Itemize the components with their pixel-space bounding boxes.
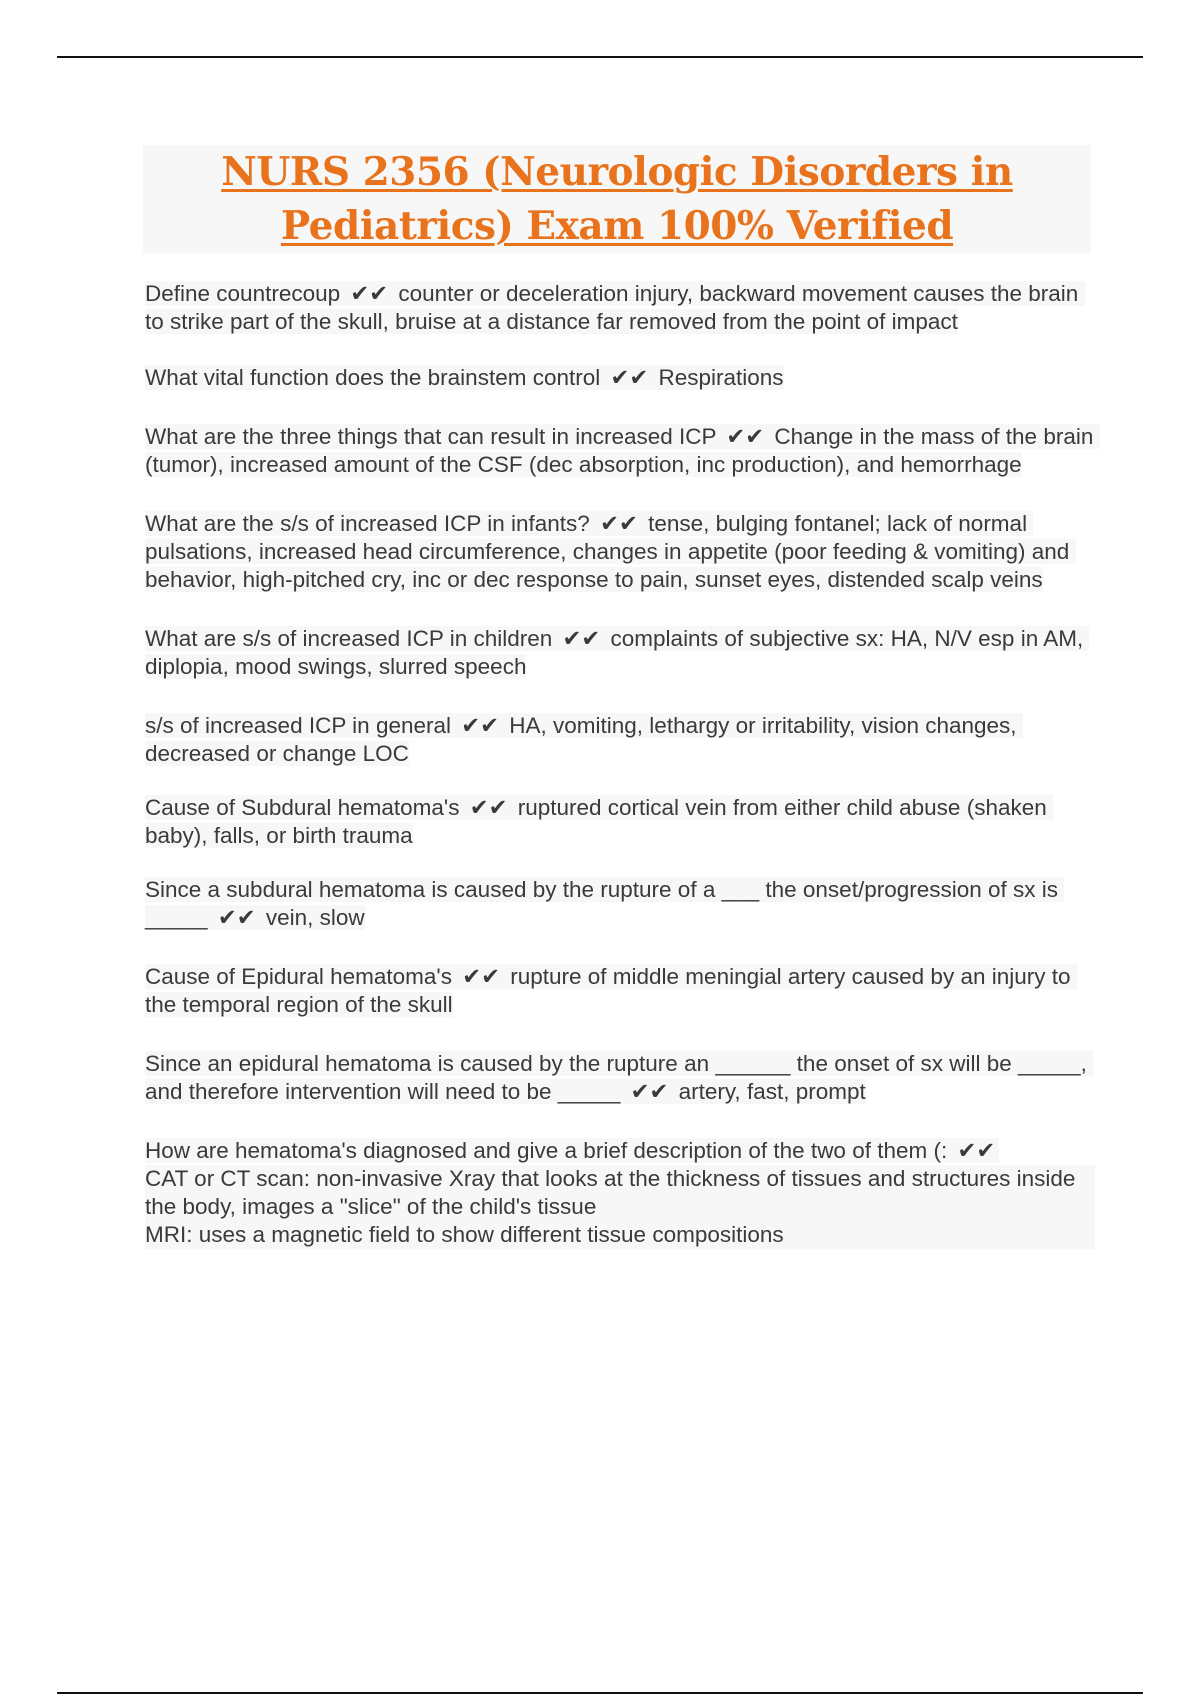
qa-item <box>145 963 1095 1019</box>
answer-text: Respirations <box>658 365 784 390</box>
check-mark-icon: ✔✔ <box>462 964 500 990</box>
top-rule <box>57 56 1143 58</box>
question-text: Since a subdural hematoma is caused by the rupture of a ___ the onset/progression of sx is _____ <box>145 877 1065 930</box>
qa-item <box>145 510 1095 594</box>
qa-item <box>145 794 1095 850</box>
check-mark-icon: ✔✔ <box>217 905 256 931</box>
qa-item <box>145 364 1095 392</box>
answer-text: counter or deceleration injury, backward movement causes the brain to strike part of the skull, bruise at a distance far removed from the point of impact <box>145 281 1085 334</box>
question-text: How are hematoma's diagnosed and give a brief description of the two of them (: <box>145 1138 948 1163</box>
question-text: What are the three things that can result in increased ICP <box>145 424 717 449</box>
qa-item <box>145 423 1100 479</box>
qa-item <box>145 1050 1095 1106</box>
check-mark-icon: ✔✔ <box>469 795 508 821</box>
check-mark-icon: ✔✔ <box>610 365 649 391</box>
answer-text: ruptured cortical vein from either child abuse (shaken baby), falls, or birth trauma <box>145 795 1054 848</box>
bottom-rule <box>57 1692 1143 1694</box>
answer-text: tense, bulging fontanel; lack of normal pulsations, increased head circumference, changes in appetite (poor feeding & vomiting) and behavior, high-pitched cry, inc or dec response to pain, sunset eyes, distended scalp veins <box>145 511 1076 592</box>
title-banner <box>143 145 1091 253</box>
answer-text: Change in the mass of the brain (tumor), increased amount of the CSF (dec absorption, inc production), and hemorrhage <box>145 424 1100 477</box>
answer-text: artery, fast, prompt <box>678 1079 866 1104</box>
question-text: s/s of increased ICP in general <box>145 713 452 738</box>
question-text: What are s/s of increased ICP in children <box>145 626 553 651</box>
question-text: Define countrecoup <box>145 281 341 306</box>
check-mark-icon: ✔✔ <box>562 626 601 652</box>
qa-item <box>145 625 1095 681</box>
question-text: Cause of Epidural hematoma's <box>145 964 452 989</box>
qa-item <box>145 712 1095 768</box>
question-text: Cause of Subdural hematoma's <box>145 795 460 820</box>
check-mark-icon: ✔✔ <box>350 281 389 307</box>
check-mark-icon: ✔✔ <box>461 713 499 739</box>
qa-item <box>145 1137 1095 1249</box>
answer-text: HA, vomiting, lethargy or irritability, vision changes, decreased or change LOC <box>145 713 1023 766</box>
answer-text: rupture of middle meningial artery caused by an injury to the temporal region of the skull <box>145 964 1077 1017</box>
question-text: Since an epidural hematoma is caused by the rupture an ______ the onset of sx will be _____, and therefore intervention will need to be _____ <box>145 1051 1094 1104</box>
answer-text-line: CAT or CT scan: non-invasive Xray that looks at the thickness of tissues and structures inside the body, images a "slice" of the child's tissue <box>145 1165 1095 1221</box>
check-mark-icon: ✔✔ <box>600 511 638 537</box>
check-mark-icon: ✔✔ <box>726 424 765 450</box>
qa-item <box>145 280 1095 336</box>
check-mark-icon: ✔✔ <box>630 1079 669 1105</box>
question-text: What are the s/s of increased ICP in infants? <box>145 511 590 536</box>
check-mark-icon: ✔✔ <box>957 1138 996 1164</box>
question-text: What vital function does the brainstem control <box>145 365 601 390</box>
answer-text: complaints of subjective sx: HA, N/V esp in AM, diplopia, mood swings, slurred speech <box>145 626 1090 679</box>
qa-item <box>145 876 1095 932</box>
document-title: NURS 2356 (Neurologic Disorders in Pediatrics) Exam 100% Verified <box>221 149 1013 249</box>
answer-text: vein, slow <box>265 905 365 930</box>
qa-list <box>145 280 1100 1249</box>
answer-text-line: MRI: uses a magnetic field to show different tissue compositions <box>145 1221 1095 1249</box>
